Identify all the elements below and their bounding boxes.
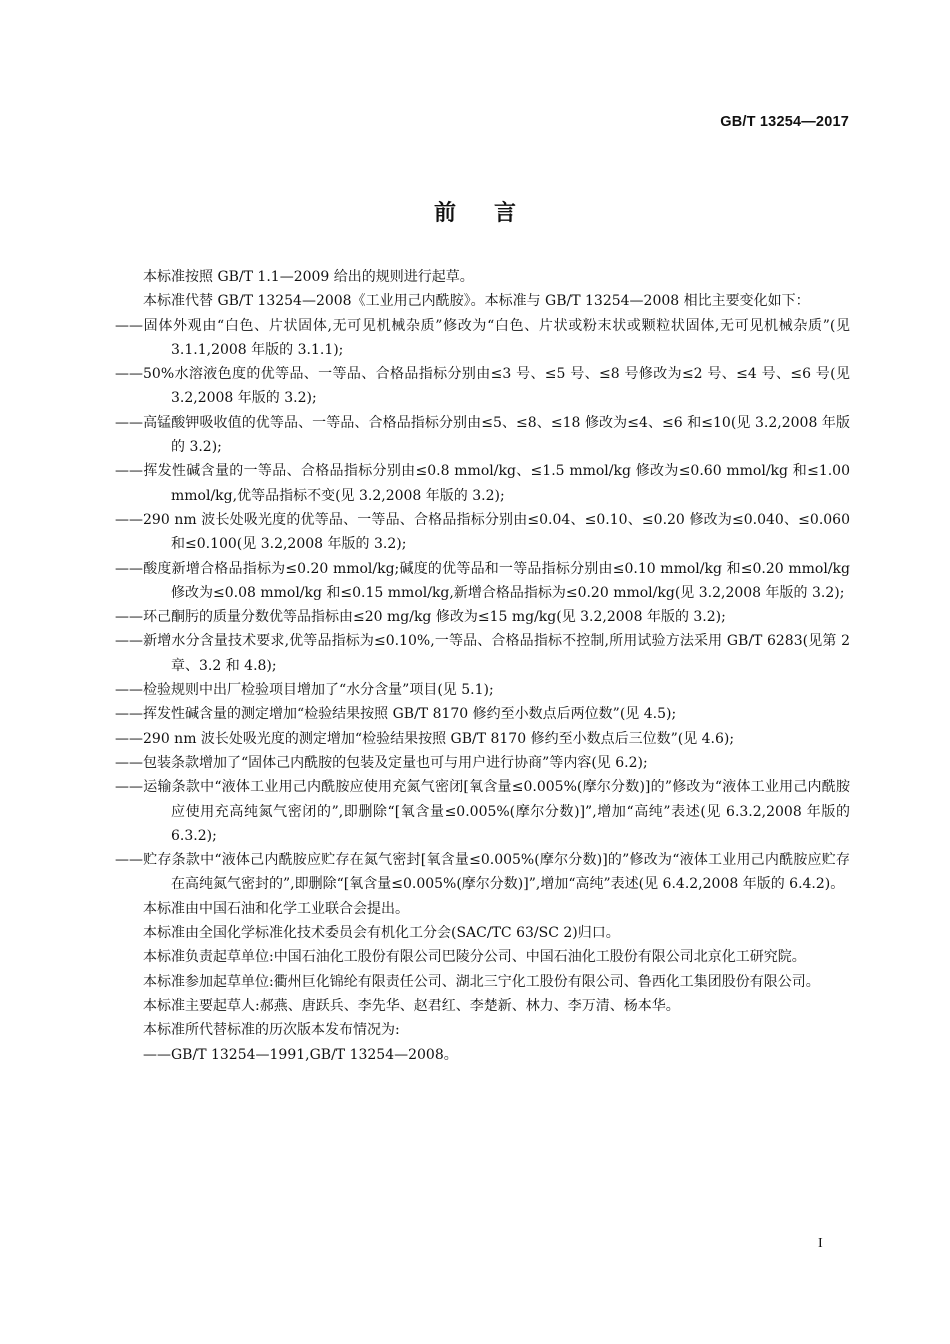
participating-units-paragraph: 本标准参加起草单位:衢州巨化锦纶有限责任公司、湖北三宁化工股份有限公司、鲁西化工集团股份有限公司。 [143,973,820,990]
intro-paragraph-1: 本标准按照 GB/T 1.1—2009 给出的规则进行起草。 [143,269,474,285]
change-item-11: ——290 nm 波长处吸光度的测定增加“检验结果按照 GB/T 8170 修约至小数点后三位数”(见 4.6); [115,730,735,747]
change-item-8: ——新增水分含量技术要求,优等品指标为≤0.10%,一等品、合格品指标不控制,所用试验方法采用 GB/T 6283(见第 2 章、3.2 和 4.8); [115,633,850,674]
change-item-12: ——包装条款增加了“固体己内酰胺的包装及定量也可与用户进行协商”等内容(见 6.2); [115,754,648,771]
change-item-4: ——挥发性碱含量的一等品、合格品指标分别由≤0.8 mmol/kg、≤1.5 mmol/kg 修改为≤0.60 mmol/kg 和≤1.00 mmol/kg,优等品指标不变(见 3.2,2008 年版的 3.2); [115,463,850,504]
managed-by-paragraph: 本标准由全国化学标准化技术委员会有机化工分会(SAC/TC 63/SC 2)归口。 [143,925,620,942]
standard-number: GB/T 13254—2017 [720,114,849,130]
drafters-paragraph: 本标准主要起草人:郝燕、唐跃兵、李先华、赵君红、李楚新、林力、李万清、杨本华。 [143,997,680,1014]
page-title: 前言 [433,201,554,226]
page-number: I [818,1236,823,1251]
change-item-7: ——环己酮肟的质量分数优等品指标由≤20 mg/kg 修改为≤15 mg/kg(见 3.2,2008 年版的 3.2); [115,609,726,626]
change-item-10: ——挥发性碱含量的测定增加“检验结果按照 GB/T 8170 修约至小数点后两位数”(见 4.5); [115,706,677,723]
proposed-by-paragraph: 本标准由中国石油和化学工业联合会提出。 [143,900,409,917]
history-intro-paragraph: 本标准所代替标准的历次版本发布情况为: [143,1022,400,1039]
intro-paragraph-2: 本标准代替 GB/T 13254—2008《工业用己内酰胺》。本标准与 GB/T 13254—2008 相比主要变化如下： [143,293,810,310]
change-item-3: ——高锰酸钾吸收值的优等品、一等品、合格品指标分别由≤5、≤8、≤18 修改为≤4、≤6 和≤10(见 3.2,2008 年版的 3.2); [115,414,850,456]
drafting-units-paragraph: 本标准负责起草单位:中国石油化工股份有限公司巴陵分公司、中国石油化工股份有限公司北京化工研究院。 [143,949,806,966]
change-item-13: ——运输条款中“液体工业用己内酰胺应使用充氮气密闭[氧含量≤0.005%(摩尔分数)]的”修改为“液体工业用己内酰胺应使用充高纯氮气密闭的”,即删除“[氧含量≤0.005%(摩尔分数)]”,增加“高纯”表述(见 6.3.2,2008 年版的 6.3.2); [115,779,850,844]
changes-list [115,314,850,897]
change-item-9: ——检验规则中出厂检验项目增加了“水分含量”项目(见 5.1); [115,682,494,699]
change-item-1: ——固体外观由“白色、片状固体,无可见机械杂质”修改为“白色、片状或粉末状或颗粒状固体,无可见机械杂质”(见 3.1.1,2008 年版的 3.1.1); [115,317,850,358]
change-item-2: ——50%水溶液色度的优等品、一等品、合格品指标分别由≤3 号、≤5 号、≤8 号修改为≤2 号、≤4 号、≤6 号(见 3.2,2008 年版的 3.2); [115,366,850,407]
change-item-6: ——酸度新增合格品指标为≤0.20 mmol/kg;碱度的优等品和一等品指标分别由≤0.10 mmol/kg 和≤0.20 mmol/kg 修改为≤0.08 mmol/kg 和≤0.15 mmol/kg,新增合格品指标为≤0.20 mmol/kg(见 3.2,2008 年版的 3.2); [115,560,850,601]
history-item: ——GB/T 13254—1991,GB/T 13254—2008。 [143,1046,458,1063]
document-body [115,265,850,1067]
change-item-14: ——贮存条款中“液体己内酰胺应贮存在氮气密封[氧含量≤0.005%(摩尔分数)]的”修改为“液体工业用己内酰胺应贮存在高纯氮气密封的”,即删除“[氧含量≤0.005%(摩尔分数)]”,增加“高纯”表述(见 6.4.2,2008 年版的 6.4.2)。 [115,852,850,893]
change-item-5: ——290 nm 波长处吸光度的优等品、一等品、合格品指标分别由≤0.04、≤0.10、≤0.20 修改为≤0.040、≤0.060 和≤0.100(见 3.2,2008 年版的 3.2); [115,511,850,553]
